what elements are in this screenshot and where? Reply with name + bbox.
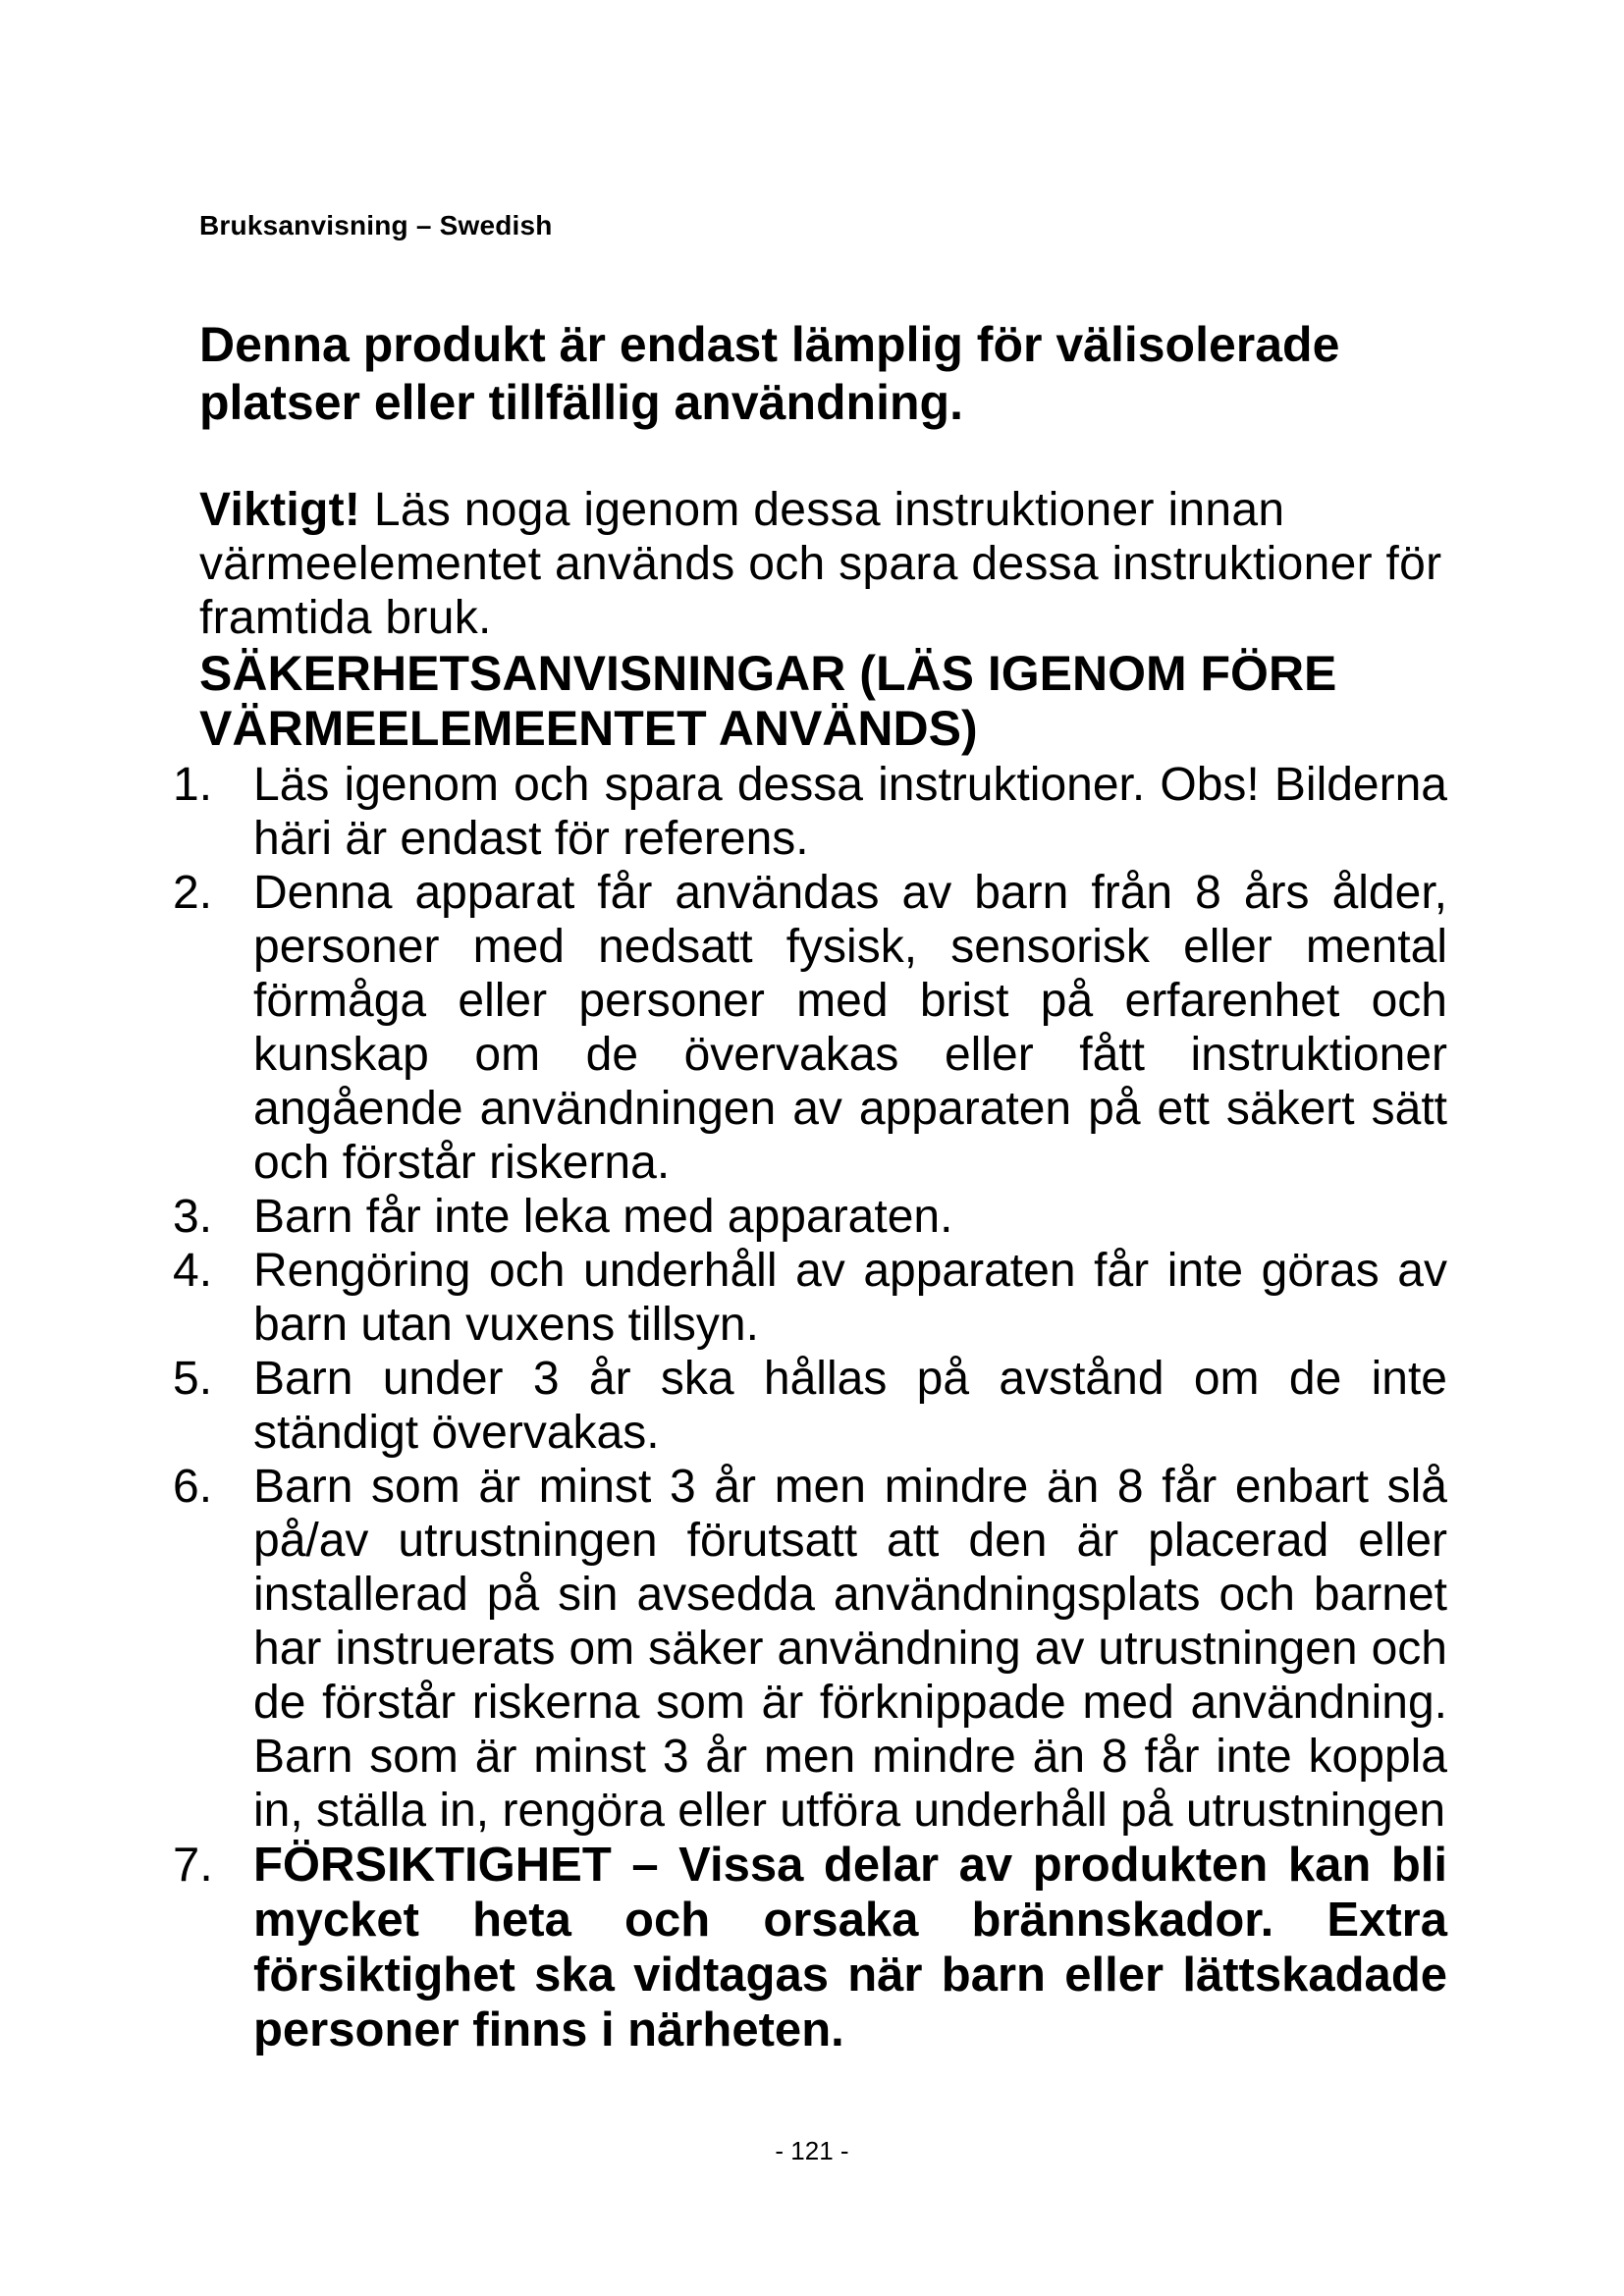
list-item	[173, 1244, 1447, 1352]
list-item-number: 3.	[173, 1191, 213, 1243]
list-item	[173, 1190, 1447, 1244]
list-item	[173, 866, 1447, 1190]
list-item-number: 4.	[173, 1245, 213, 1297]
list-item	[173, 1460, 1447, 1838]
intro-paragraph	[199, 483, 1466, 645]
product-suitability-heading: Denna produkt är endast lämplig för välisolerade platser eller tillfällig användning.	[199, 317, 1340, 430]
important-label: Viktigt!	[199, 484, 361, 536]
list-item-text: Denna apparat får användas av barn från 8 års ålder, personer med nedsatt fysisk, sensorisk eller mental förmåga eller personer med brist på erfarenhet och kunskap om de övervakas eller fått instruktioner angående användningen av apparaten på ett säkert sätt och förstår riskerna.	[253, 867, 1447, 1189]
list-item-text: Rengöring och underhåll av apparaten får inte göras av barn utan vuxens tillsyn.	[253, 1245, 1447, 1351]
list-item-text: FÖRSIKTIGHET – Vissa delar av produkten kan bli mycket heta och orsaka brännskador. Extra försiktighet ska vidtagas när barn eller lättskadade personer finns i närheten.	[253, 1839, 1447, 2056]
document-header: Bruksanvisning – Swedish	[199, 210, 553, 240]
list-item-caution	[173, 1838, 1447, 2057]
page-number: - 121 -	[775, 2136, 849, 2165]
list-item-number: 2.	[173, 867, 213, 919]
intro-text: Läs noga igenom dessa instruktioner innan värmeelementet används och spara dessa instruktioner för framtida bruk.	[199, 484, 1442, 644]
list-item-number: 1.	[173, 759, 213, 811]
list-item-text: Barn under 3 år ska hållas på avstånd om de inte ständigt övervakas.	[253, 1353, 1447, 1459]
list-item-text: Läs igenom och spara dessa instruktioner. Obs! Bilderna häri är endast för referens.	[253, 759, 1447, 865]
list-item-number: 5.	[173, 1353, 213, 1405]
list-item-text: Barn som är minst 3 år men mindre än 8 får enbart slå på/av utrustningen förutsatt att den är placerad eller installerad på sin avsedda användningsplats och barnet har instruerats om säker användning av utrustningen och de förstår riskerna som är förknippade med användning. Barn som är minst 3 år men mindre än 8 får inte koppla in, ställa in, rengöra eller utföra underhåll på utrustningen	[253, 1461, 1447, 1837]
safety-instructions-heading: SÄKERHETSANVISNINGAR (LÄS IGENOM FÖRE VÄRMEELEMEENTET ANVÄNDS)	[199, 646, 1337, 756]
list-item-number: 7.	[173, 1839, 213, 1892]
safety-instructions-list	[173, 758, 1447, 2057]
list-item	[173, 1352, 1447, 1460]
list-item-number: 6.	[173, 1461, 213, 1513]
list-item-text: Barn får inte leka med apparaten.	[253, 1191, 953, 1243]
list-item	[173, 758, 1447, 866]
